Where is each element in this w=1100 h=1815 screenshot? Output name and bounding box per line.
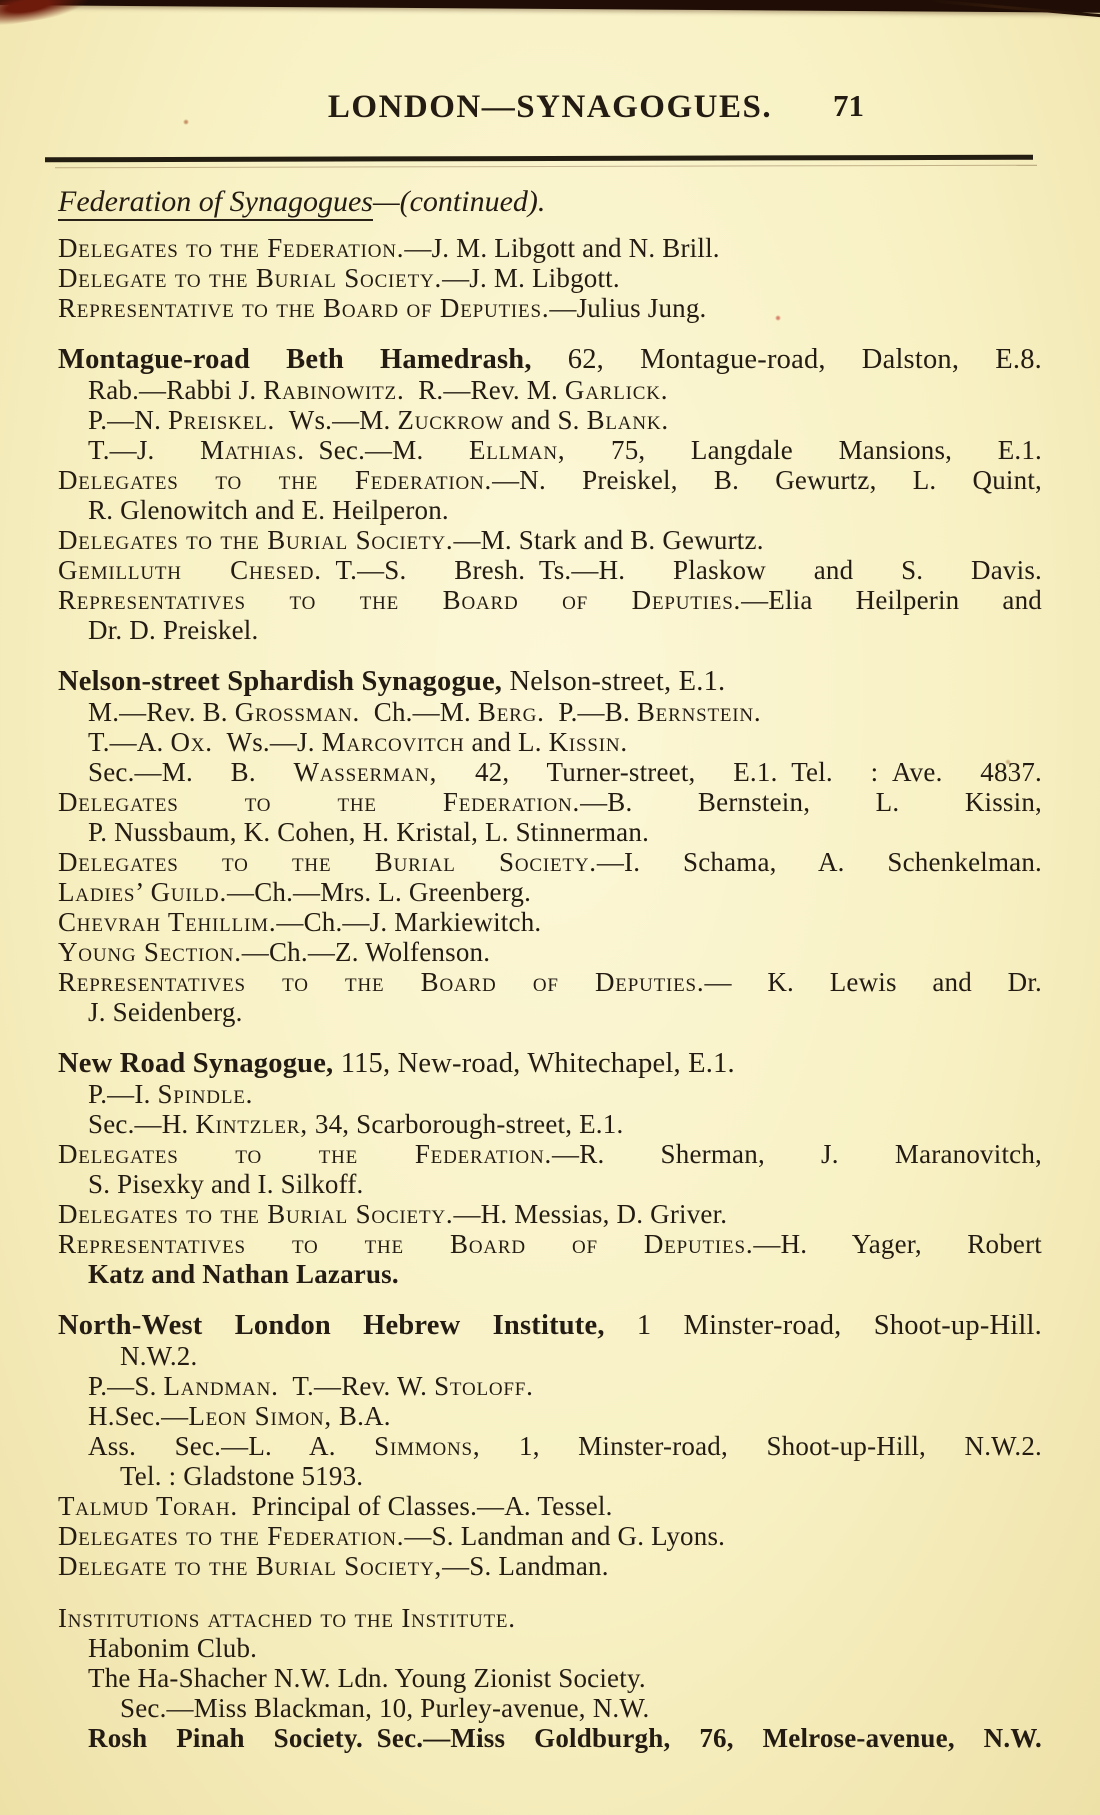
text-line bbox=[58, 1401, 1042, 1431]
text-segment: Delegates to the Burial Society. bbox=[58, 847, 597, 877]
text-segment: Garlick. bbox=[564, 375, 669, 405]
text-line bbox=[58, 1521, 1042, 1551]
continued-heading-suffix: —(continued). bbox=[372, 185, 546, 218]
text-segment: —M. Stark and B. Gewurtz. bbox=[453, 525, 764, 555]
text-segment: P.—B. bbox=[544, 697, 637, 727]
text-segment: Delegates to the Federation. bbox=[58, 233, 405, 263]
text-segment: Rabinowitz. bbox=[263, 375, 405, 405]
text-segment: —J. M. Libgott. bbox=[442, 263, 620, 293]
section-montague-road-beth-hamedrash bbox=[58, 345, 1042, 645]
text-segment: Ch.—M. bbox=[360, 697, 478, 727]
text-segment: —Ch.—Z. Wolfenson. bbox=[241, 937, 491, 967]
section-federation-of-synagogues-continued bbox=[58, 233, 1042, 323]
text-segment: Rab.—Rabbi J. bbox=[88, 375, 264, 405]
text-line bbox=[58, 1603, 1042, 1633]
text-segment: Delegate to the Burial Society, bbox=[58, 1551, 443, 1581]
text-line bbox=[58, 555, 1042, 585]
text-segment: R. Glenowitch and E. Heilperon. bbox=[88, 495, 449, 525]
text-segment: Institutions attached to the Institute. bbox=[58, 1603, 516, 1633]
text-segment: —B. Bernstein, L. Kissin, bbox=[580, 787, 1042, 817]
text-segment: Sec.—H. bbox=[88, 1109, 196, 1139]
text-segment: and L. bbox=[464, 727, 549, 757]
text-segment: 62, Montague-road, Dalston, E.8. bbox=[531, 344, 1042, 375]
text-line bbox=[58, 1491, 1042, 1521]
text-segment: The Ha-Shacher N.W. Ldn. Young Zionist Society. bbox=[88, 1663, 646, 1693]
text-segment: Delegates to the Federation. bbox=[58, 1521, 405, 1551]
text-segment: T.—Rev. W. bbox=[278, 1371, 435, 1401]
text-line bbox=[58, 1139, 1042, 1169]
text-segment: Delegates to the Federation. bbox=[58, 1139, 553, 1169]
section-nelson-street-sphardish-synagogue bbox=[58, 667, 1042, 1027]
entry-heading bbox=[58, 1049, 1042, 1079]
text-segment: Marcovitch bbox=[321, 727, 465, 757]
text-segment: Blank. bbox=[586, 405, 669, 435]
text-line bbox=[58, 1341, 1042, 1371]
text-segment: P. Nussbaum, K. Cohen, H. Kristal, L. Stinnerman. bbox=[88, 817, 650, 847]
text-segment: —I. Schama, A. Schenkelman. bbox=[596, 847, 1042, 877]
text-segment: Dr. D. Preiskel. bbox=[88, 615, 259, 645]
text-segment: Leon Simon, bbox=[188, 1401, 332, 1431]
text-segment: Ass. Sec.—L. A. bbox=[88, 1431, 375, 1461]
text-segment: Ladies’ Guild. bbox=[58, 877, 227, 907]
text-segment: Katz and Nathan Lazarus. bbox=[88, 1259, 399, 1289]
text-segment: T.—S. Bresh. Ts.—H. Plaskow and S. Davis. bbox=[321, 555, 1042, 585]
text-line bbox=[58, 1551, 1042, 1581]
text-line bbox=[58, 1371, 1042, 1401]
text-segment: H.Sec.— bbox=[88, 1401, 189, 1431]
text-line bbox=[58, 967, 1042, 997]
text-segment: J. Seidenberg. bbox=[88, 997, 243, 1027]
text-segment: P.—I. bbox=[88, 1079, 158, 1109]
text-line bbox=[58, 465, 1042, 495]
text-column bbox=[0, 156, 1100, 1753]
text-segment: North-West London Hebrew Institute, bbox=[58, 1310, 605, 1341]
text-segment: and S. bbox=[503, 405, 587, 435]
text-line bbox=[58, 495, 1042, 525]
text-line bbox=[58, 907, 1042, 937]
text-line bbox=[58, 615, 1042, 645]
section-new-road-synagogue bbox=[58, 1049, 1042, 1289]
text-line bbox=[58, 757, 1042, 787]
text-line bbox=[58, 1079, 1042, 1109]
text-segment: 75, Langdale Mansions, E.1. bbox=[565, 435, 1043, 465]
text-segment: Montague-road Beth Hamedrash, bbox=[58, 344, 532, 375]
text-segment: P.—S. bbox=[88, 1371, 164, 1401]
text-line bbox=[58, 293, 1042, 323]
text-line bbox=[58, 435, 1042, 465]
text-segment: Ws.—J. bbox=[212, 727, 322, 757]
text-line bbox=[58, 1259, 1042, 1289]
text-segment: Sec.—M. bbox=[304, 435, 469, 465]
text-segment: T.—A. bbox=[88, 727, 171, 757]
text-segment: Representatives to the Board of Deputies. bbox=[58, 967, 705, 997]
text-segment: Ellman, bbox=[469, 435, 566, 465]
text-segment: 42, Turner-street, E.1. Tel. : Ave. 4837. bbox=[437, 757, 1042, 787]
section-institutions-attached-to-the-institute bbox=[58, 1603, 1042, 1753]
text-line bbox=[58, 525, 1042, 555]
text-segment: Ws.—M. bbox=[275, 405, 398, 435]
header-rule bbox=[45, 155, 1033, 163]
page-header bbox=[0, 0, 1100, 126]
text-line bbox=[58, 697, 1042, 727]
text-segment: Spindle. bbox=[157, 1079, 254, 1109]
entry-heading bbox=[58, 1311, 1042, 1341]
text-segment: Nelson-street, E.1. bbox=[502, 666, 726, 697]
text-segment: Representative to the Board of Deputies. bbox=[58, 293, 550, 323]
text-segment: 34, Scarborough-street, E.1. bbox=[307, 1109, 624, 1139]
text-line bbox=[58, 1229, 1042, 1259]
text-segment: Delegates to the Burial Society. bbox=[58, 1199, 454, 1229]
text-segment: —R. Sherman, J. Maranovitch, bbox=[552, 1139, 1042, 1169]
text-segment: Ox. bbox=[170, 727, 213, 757]
text-line bbox=[58, 375, 1042, 405]
text-segment: Habonim Club. bbox=[88, 1633, 258, 1663]
text-segment: Delegates to the Federation. bbox=[58, 787, 581, 817]
directory-content bbox=[58, 233, 1042, 1753]
text-segment: Sec.—Miss Blackman, 10, Purley-avenue, N.W. bbox=[120, 1693, 650, 1723]
text-segment: —Julius Jung. bbox=[549, 293, 707, 323]
text-segment: Nelson-street Sphardish Synagogue, bbox=[58, 666, 503, 697]
text-line bbox=[58, 1633, 1042, 1663]
text-line bbox=[58, 847, 1042, 877]
text-segment: Chevrah Tehillim. bbox=[58, 907, 277, 937]
entry-heading bbox=[58, 667, 1042, 697]
text-segment: Principal of Classes.—A. Tessel. bbox=[237, 1491, 613, 1521]
text-segment: P.—N. bbox=[88, 405, 168, 435]
text-segment: Sec.—M. B. bbox=[88, 757, 294, 787]
text-line bbox=[58, 233, 1042, 263]
text-segment: N.W.2. bbox=[120, 1341, 198, 1371]
text-line bbox=[58, 1109, 1042, 1139]
text-segment: —H. Yager, Robert bbox=[753, 1229, 1042, 1259]
text-segment: Kintzler, bbox=[195, 1109, 308, 1139]
text-segment: Delegates to the Federation. bbox=[58, 465, 493, 495]
text-segment: 115, New-road, Whitechapel, E.1. bbox=[333, 1048, 735, 1079]
text-segment: Delegates to the Burial Society. bbox=[58, 525, 454, 555]
text-segment: R.—Rev. M. bbox=[404, 375, 565, 405]
text-segment: S. Pisexky and I. Silkoff. bbox=[88, 1169, 364, 1199]
text-segment: Preiskel. bbox=[167, 405, 276, 435]
text-segment: Stoloff. bbox=[434, 1371, 534, 1401]
text-segment: New Road Synagogue, bbox=[58, 1048, 334, 1079]
text-segment: Wasserman, bbox=[293, 757, 438, 787]
text-segment: 1, Minster-road, Shoot-up-Hill, N.W.2. bbox=[480, 1431, 1042, 1461]
text-segment: Rosh Pinah Society. Sec.—Miss Goldburgh, 76, Melrose-avenue, N.W. bbox=[88, 1723, 1042, 1753]
text-segment: Berg. bbox=[477, 697, 545, 727]
text-segment: Delegate to the Burial Society. bbox=[58, 263, 443, 293]
page-number: 71 bbox=[833, 88, 864, 123]
text-segment: Gemilluth Chesed. bbox=[58, 555, 322, 585]
text-line bbox=[58, 727, 1042, 757]
text-line bbox=[58, 997, 1042, 1027]
text-line bbox=[58, 1461, 1042, 1491]
text-segment: T.—J. bbox=[88, 435, 201, 465]
text-segment: —H. Messias, D. Griver. bbox=[453, 1199, 728, 1229]
text-segment: 1 Minster-road, Shoot-up-Hill. bbox=[604, 1310, 1042, 1341]
text-segment: Representatives to the Board of Deputies. bbox=[58, 585, 742, 615]
text-line bbox=[58, 787, 1042, 817]
text-segment: —Ch.—J. Markiewitch. bbox=[276, 907, 542, 937]
text-segment: Grossman. bbox=[234, 697, 361, 727]
text-segment: Talmud Torah. bbox=[58, 1491, 238, 1521]
text-segment: Zuckrow bbox=[397, 405, 504, 435]
text-segment: Bernstein. bbox=[636, 697, 762, 727]
continued-heading bbox=[58, 185, 1042, 219]
text-segment: Representatives to the Board of Deputies. bbox=[58, 1229, 754, 1259]
text-segment: Kissin. bbox=[548, 727, 628, 757]
section-north-west-london-hebrew-institute bbox=[58, 1311, 1042, 1581]
text-segment: Mathias. bbox=[200, 435, 305, 465]
text-segment: —Ch.—Mrs. L. Greenberg. bbox=[227, 877, 532, 907]
continued-heading-name: Federation of Synagogues bbox=[58, 185, 373, 221]
text-segment: Tel. : Gladstone 5193. bbox=[120, 1461, 364, 1491]
text-segment: —Elia Heilperin and bbox=[741, 585, 1042, 615]
text-segment: Simmons, bbox=[374, 1431, 481, 1461]
text-segment: —S. Landman. bbox=[442, 1551, 609, 1581]
text-segment: —J. M. Libgott and N. Brill. bbox=[404, 233, 720, 263]
text-line bbox=[58, 1663, 1042, 1693]
running-title: LONDON—SYNAGOGUES. bbox=[327, 89, 773, 125]
text-segment: Young Section. bbox=[58, 937, 242, 967]
text-segment: —S. Landman and G. Lyons. bbox=[404, 1521, 726, 1551]
text-line bbox=[58, 1723, 1042, 1753]
text-line bbox=[58, 1169, 1042, 1199]
entry-heading bbox=[58, 345, 1042, 375]
text-line bbox=[58, 405, 1042, 435]
text-line bbox=[58, 1199, 1042, 1229]
text-segment: Landman. bbox=[163, 1371, 279, 1401]
text-line bbox=[58, 263, 1042, 293]
text-segment: B.A. bbox=[331, 1401, 391, 1431]
text-line bbox=[58, 937, 1042, 967]
text-line bbox=[58, 585, 1042, 615]
text-segment: — K. Lewis and Dr. bbox=[704, 967, 1042, 997]
text-segment: M.—Rev. B. bbox=[88, 697, 235, 727]
text-line bbox=[58, 1431, 1042, 1461]
text-line bbox=[58, 1693, 1042, 1723]
text-line bbox=[58, 877, 1042, 907]
text-segment: —N. Preiskel, B. Gewurtz, L. Quint, bbox=[492, 465, 1042, 495]
text-line bbox=[58, 817, 1042, 847]
